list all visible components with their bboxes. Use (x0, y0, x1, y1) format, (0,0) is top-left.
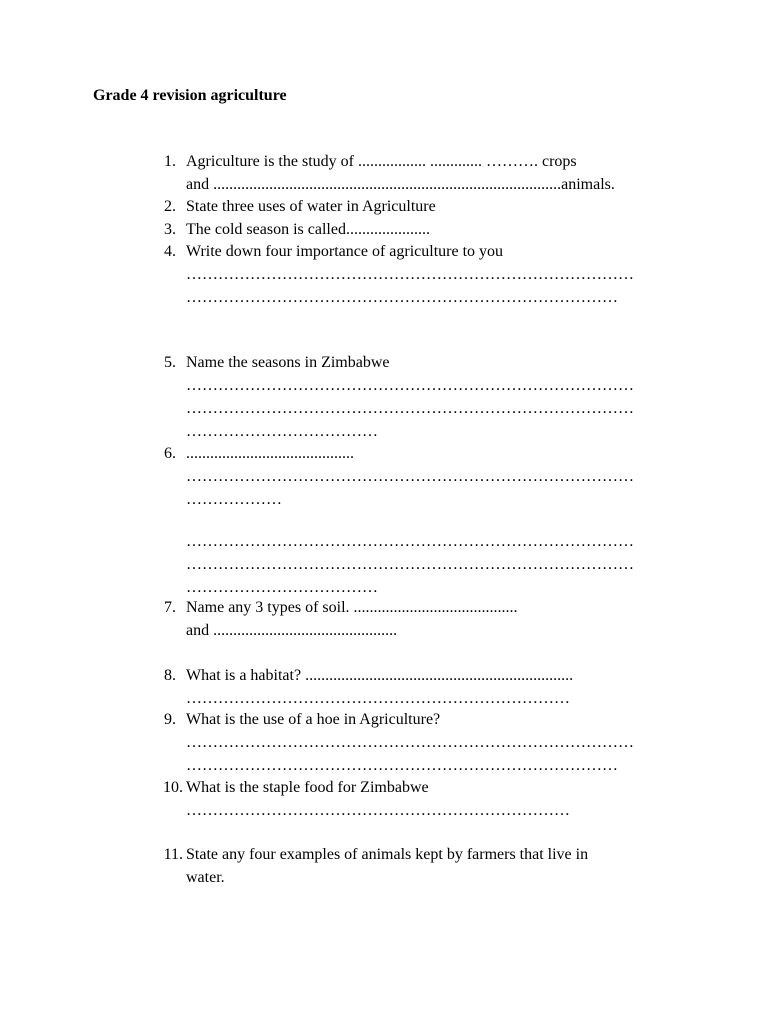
question-number: 7. (164, 599, 176, 616)
question-number: 5. (164, 354, 176, 371)
question-text: What is a habitat? ................................................................... (186, 667, 574, 684)
question-number: 2. (164, 198, 176, 215)
answer-line: ………………………………………………………………………… (186, 533, 634, 550)
answer-line: ……………………………… (186, 423, 378, 440)
question-text: The cold season is called..................... (186, 221, 430, 238)
question-text: Agriculture is the study of ................. ............. ………. crops (186, 153, 577, 170)
question-number: 9. (164, 711, 176, 728)
question-number: 6. (164, 445, 176, 462)
question-text: What is the staple food for Zimbabwe (186, 779, 429, 796)
question-number: 8. (164, 667, 176, 684)
answer-line: ………………………………………………………………………… (186, 400, 634, 417)
answer-line: ……………………………………………………………………… (186, 757, 618, 774)
question-text: Name any 3 types of soil. ......................................... (186, 599, 518, 616)
answer-line: ……………………………………………………………… (186, 690, 570, 707)
worksheet-title: Grade 4 revision agriculture (93, 87, 287, 104)
answer-line: and .............................................. (186, 622, 398, 639)
answer-line: ………………………………………………………………………… (186, 266, 634, 283)
question-text: State any four examples of animals kept by farmers that live in (186, 846, 589, 863)
answer-line: ……………………………… (186, 579, 378, 596)
answer-line: ………………………………………………………………………… (186, 377, 634, 394)
answer-line: ………………………………………………………………………… (186, 468, 634, 485)
answer-line: ………………………………………………………………………… (186, 734, 634, 751)
question-number: 4. (164, 243, 176, 260)
question-number: 11. (163, 846, 183, 863)
question-number: 1. (164, 153, 176, 170)
question-text: What is the use of a hoe in Agriculture? (186, 711, 441, 728)
question-number: 3. (164, 221, 176, 238)
question-text: .......................................... (186, 445, 354, 462)
question-text: State three uses of water in Agriculture (186, 198, 436, 215)
answer-line: ……………… (186, 491, 282, 508)
question-text: Write down four importance of agriculture to you (186, 243, 504, 260)
question-text-continued: water. (186, 869, 225, 886)
answer-line: ……………………………………………………………… (186, 802, 570, 819)
question-number: 10. (163, 779, 183, 796)
answer-line: ………………………………………………………………………… (186, 556, 634, 573)
answer-line: ……………………………………………………………………… (186, 289, 618, 306)
question-text: Name the seasons in Zimbabwe (186, 354, 390, 371)
answer-line: and .......................................................................................animals. (186, 176, 615, 193)
